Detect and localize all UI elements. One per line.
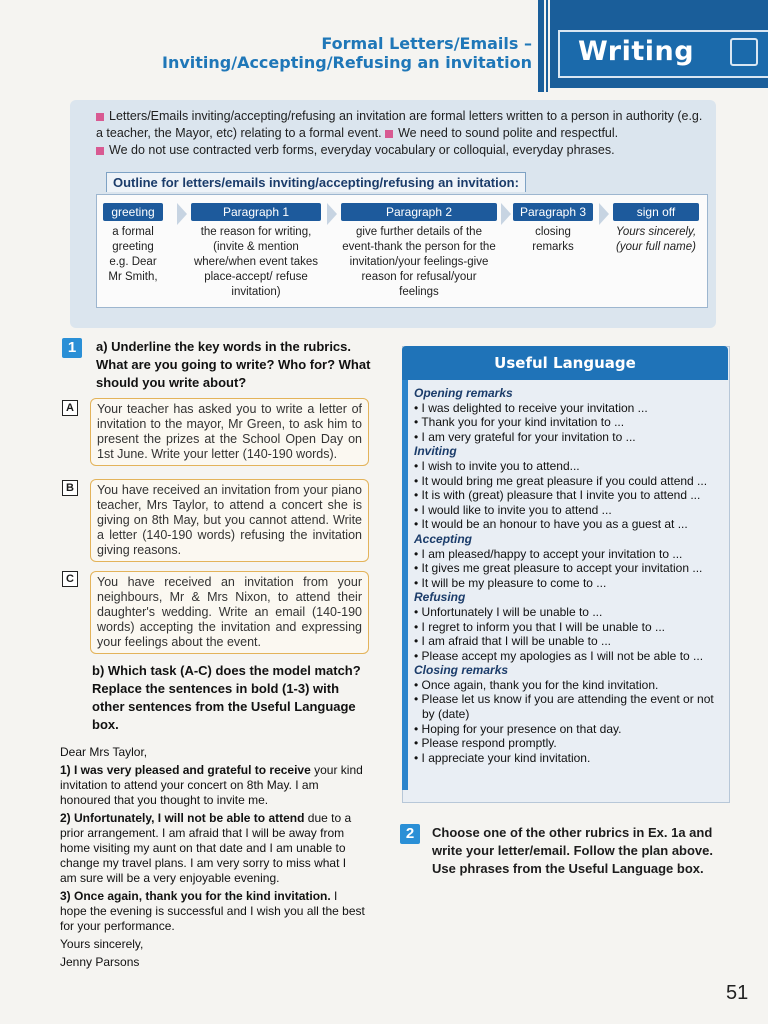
intro-bullet-3: We do not use contracted verb forms, everyday vocabulary or colloquial, everyday phrases. — [109, 143, 615, 157]
bullet-icon: • — [414, 415, 422, 430]
bullet-icon: • — [414, 458, 422, 473]
exercise-1a-instruction: a) Underline the key words in the rubrics. What are you going to write? Who for? What should you write about? — [96, 339, 371, 390]
useful-language-heading: Refusing — [414, 590, 466, 605]
bullet-icon: • — [414, 561, 422, 576]
outline-title: Outline for letters/emails inviting/accepting/refusing an invitation: — [106, 172, 526, 192]
bullet-icon: • — [414, 488, 422, 503]
rubric-label: B — [62, 480, 78, 496]
letter-bold-1: 1) I was very pleased and grateful to receive — [60, 763, 311, 777]
section-tab-label: Writing — [578, 36, 695, 67]
section-tab-inner — [558, 30, 768, 78]
bullet-icon: • — [414, 546, 422, 561]
useful-language-phrase: Thank you for your kind invitation to ... — [421, 415, 625, 430]
letter-text-1: your kind invitation to attend your concert on 8th May. I am honoured that you thought to invite me. — [60, 763, 363, 807]
bullet-square-icon — [96, 147, 104, 155]
useful-language-phrase: I am very grateful for your invitation to ... — [421, 429, 636, 444]
page-number: 51 — [726, 982, 749, 1004]
useful-language-phrase: It would bring me great pleasure if you could attend ... — [421, 473, 708, 488]
outline-col-body: give further details of the event-thank the person for the invitation/your feelings-give reason for refusal/your feelings — [342, 226, 496, 298]
bullet-icon: • — [414, 517, 422, 532]
arrow-icon — [501, 203, 511, 225]
useful-language-phrase: I wish to invite you to attend... — [421, 458, 580, 473]
letter-greeting: Dear Mrs Taylor, — [60, 745, 148, 759]
useful-language-phrase: I appreciate your kind invitation. — [421, 750, 591, 765]
useful-language-item — [414, 722, 714, 737]
outline-col-body: Yours sincerely, (your full name) — [615, 226, 697, 253]
useful-language-item — [414, 736, 714, 751]
intro-bullet-1: Letters/Emails inviting/accepting/refusing an invitation are formal letters written to a person in authority (e.g. a teacher, the Mayor, etc) relating to a formal event. — [96, 109, 703, 140]
tab-divider — [538, 0, 544, 92]
useful-language-phrase: I would like to invite you to attend ... — [421, 502, 612, 517]
outline-col-body: closing remarks — [532, 226, 574, 253]
letter-paragraph-3 — [60, 889, 366, 934]
bullet-icon: • — [414, 575, 422, 590]
rubric-a: Your teacher has asked you to write a letter of invitation to the mayor, Mr Green, to ask him to present the prizes at the School Open Day on 1st June. Write your letter (140-190 words). — [90, 398, 369, 466]
useful-language-phrase: I was delighted to receive your invitation ... — [421, 400, 648, 415]
intro-text — [96, 108, 706, 159]
outline-col-header: greeting — [103, 203, 163, 221]
square-icon — [730, 38, 758, 66]
rubric-label: C — [62, 571, 78, 587]
useful-language-heading: Inviting — [414, 444, 457, 459]
bullet-icon: • — [414, 736, 422, 751]
useful-language-item — [414, 474, 714, 489]
arrow-icon — [177, 203, 187, 225]
outline-col-paragraph-2 — [341, 203, 497, 300]
useful-language-item — [414, 415, 714, 430]
letter-signature: Jenny Parsons — [60, 955, 140, 969]
bullet-square-icon — [385, 130, 393, 138]
rubric-label: A — [62, 400, 78, 416]
outline-col-paragraph-1 — [191, 203, 321, 300]
exercise-1b-instruction: b) Which task (A-C) does the model match? Replace the sentences in bold (1-3) with other sentences from the Useful Language box. — [92, 663, 361, 732]
useful-language-phrase: Hoping for your presence on that day. — [421, 721, 622, 736]
rubric-c: You have received an invitation from your neighbours, Mr & Mrs Nixon, to attend their daughter's wedding. Write an email (140-190 words) accepting the invitation and expressing your feelings about the event. — [90, 571, 369, 654]
useful-language-phrase: Unfortunately I will be unable to ... — [421, 604, 603, 619]
outline-col-greeting — [103, 203, 163, 285]
useful-language-item — [414, 620, 714, 635]
useful-language-side-bar — [402, 380, 408, 790]
letter-bold-3: 3) Once again, thank you for the kind invitation. — [60, 889, 331, 903]
useful-language-phrase: It will be my pleasure to come to ... — [421, 575, 607, 590]
letter-paragraph-1 — [60, 763, 366, 808]
useful-language-item — [414, 678, 714, 693]
letter-paragraph-2 — [60, 811, 366, 886]
letter-text-2: due to a prior arrangement. I am afraid that I will be away from home visiting my aunt on that date and I am unable to change my travel plans. I am very sorry to miss what I am sure will be a very enjoyable evening. — [60, 811, 352, 885]
useful-language-item — [414, 576, 714, 591]
useful-language-phrase: It is with (great) pleasure that I invite you to attend ... — [421, 488, 701, 503]
useful-language-item — [414, 459, 714, 474]
bullet-icon: • — [414, 634, 422, 649]
bullet-icon: • — [414, 502, 422, 517]
bullet-icon: • — [414, 473, 422, 488]
page-title — [140, 34, 532, 72]
outline-col-body: the reason for writing, (invite & mention where/when event takes place-accept/ refuse invitation) — [193, 226, 319, 298]
exercise-number: 2 — [400, 824, 420, 844]
useful-language-phrase: Once again, thank you for the kind invitation. — [421, 677, 659, 692]
arrow-icon — [599, 203, 609, 225]
intro-bullet-2: We need to sound polite and respectful. — [398, 126, 619, 140]
useful-language-item — [414, 751, 714, 766]
outline-col-header: Paragraph 3 — [513, 203, 593, 221]
useful-language-heading: Opening remarks — [414, 386, 513, 400]
useful-language-item — [414, 547, 714, 562]
bullet-icon: • — [414, 648, 422, 663]
letter-text-3: I hope the evening is successful and I wish you all the best for your performance. — [60, 889, 365, 933]
bullet-icon: • — [414, 692, 422, 707]
useful-language-heading: Closing remarks — [414, 663, 509, 678]
useful-language-phrase: Please let us know if you are attending the event or not by (date) — [421, 692, 714, 722]
outline-col-header: Paragraph 1 — [191, 203, 321, 221]
useful-language-item — [414, 430, 714, 445]
outline-box — [96, 194, 708, 308]
outline-col-header: sign off — [613, 203, 699, 221]
useful-language-heading: Accepting — [414, 531, 473, 546]
letter-closing: Yours sincerely, — [60, 937, 144, 951]
bullet-square-icon — [96, 113, 104, 121]
useful-language-phrase: I am afraid that I will be unable to ... — [421, 634, 611, 649]
exercise-number: 1 — [62, 338, 82, 358]
bullet-icon: • — [414, 721, 422, 736]
useful-language-item — [414, 692, 714, 721]
useful-language-phrase: It would be an honour to have you as a guest at ... — [421, 517, 688, 532]
useful-language-phrase: Please accept my apologies as I will not be able to ... — [421, 648, 704, 663]
bullet-icon: • — [414, 429, 422, 444]
useful-language-title: Useful Language — [402, 346, 728, 380]
useful-language-item — [414, 517, 714, 532]
useful-language-phrase: I am pleased/happy to accept your invitation to ... — [421, 546, 683, 561]
bullet-icon: • — [414, 619, 422, 634]
useful-language-phrase: I regret to inform you that I will be unable to ... — [421, 619, 666, 634]
useful-language-item — [414, 605, 714, 620]
bullet-icon: • — [414, 677, 422, 692]
model-letter — [60, 745, 366, 970]
exercise-2-instruction: Choose one of the other rubrics in Ex. 1a and write your letter/email. Follow the plan above. Use phrases from the Useful Language box. — [432, 825, 714, 876]
rubric-b: You have received an invitation from your piano teacher, Mrs Taylor, to attend a concert she is giving on 8th May, but you cannot attend. Write a letter (140-190 words) refusing the invitation giving reasons. — [90, 479, 369, 562]
section-tab — [550, 0, 768, 88]
bullet-icon: • — [414, 400, 422, 415]
tab-divider-thin — [546, 0, 548, 92]
outline-col-paragraph-3 — [513, 203, 593, 255]
useful-language-phrase: It gives me great pleasure to accept your invitation ... — [421, 561, 703, 576]
useful-language-item — [414, 488, 714, 503]
outline-col-sign-off — [613, 203, 699, 255]
title-line-1: Formal Letters/Emails – — [321, 34, 532, 53]
bullet-icon: • — [414, 750, 422, 765]
useful-language-item — [414, 401, 714, 416]
useful-language-list — [414, 386, 714, 765]
useful-language-item — [414, 503, 714, 518]
outline-col-body: a formal greeting e.g. Dear Mr Smith, — [108, 226, 158, 283]
bullet-icon: • — [414, 604, 422, 619]
useful-language-phrase: Please respond promptly. — [421, 736, 557, 751]
useful-language-item — [414, 649, 714, 664]
arrow-icon — [327, 203, 337, 225]
letter-bold-2: 2) Unfortunately, I will not be able to attend — [60, 811, 305, 825]
useful-language-item — [414, 634, 714, 649]
useful-language-item — [414, 561, 714, 576]
outline-col-header: Paragraph 2 — [341, 203, 497, 221]
title-line-2: Inviting/Accepting/Refusing an invitation — [161, 53, 532, 72]
